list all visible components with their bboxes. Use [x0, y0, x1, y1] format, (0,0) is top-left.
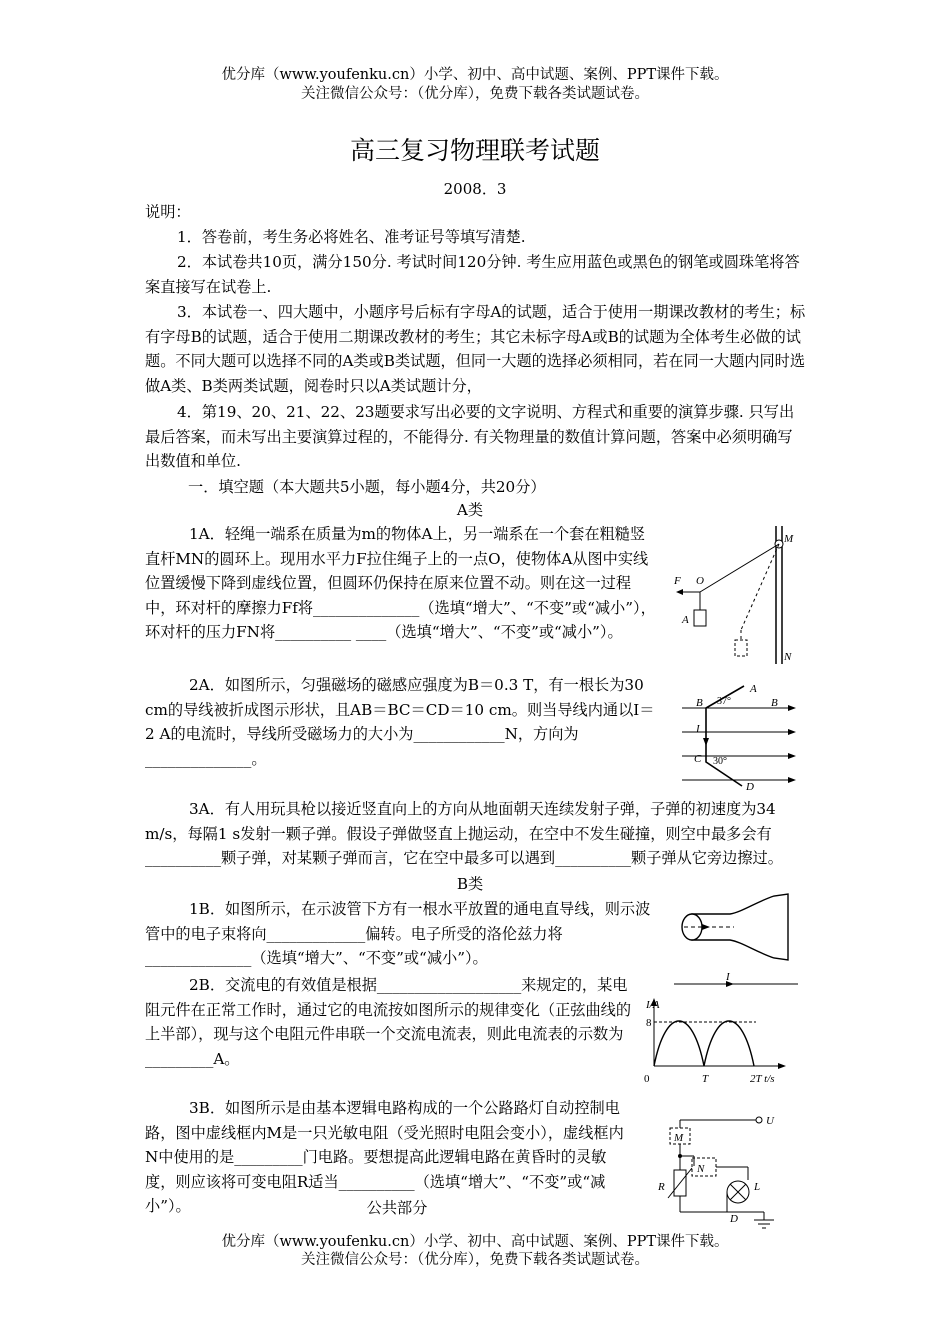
notes-heading: 说明： — [145, 203, 191, 221]
beam-arrow — [702, 924, 710, 930]
page-title: 高三复习物理联考试题 — [349, 136, 600, 165]
arrow-head — [788, 777, 796, 783]
footer-line-2: 关注微信公众号：（优分库），免费下载各类试题试卷。 — [301, 1252, 649, 1268]
y-label: I/A — [646, 999, 660, 1011]
label-i: I — [696, 723, 700, 735]
question-1b: 1B．如图所示，在示波管下方有一根水平放置的通电直导线，则示波管中的电子束将向_____________偏转。电子所受的洛伦兹力将______________（选填“增大”、“不变”或“减小”）。 — [145, 900, 651, 967]
label-c: C — [694, 753, 702, 765]
x-axis-arrow — [778, 1063, 786, 1069]
figure-rope-ring — [668, 522, 798, 667]
figure-current-graph — [642, 996, 792, 1088]
label-f: F — [674, 575, 681, 587]
header-line-1: 优分库（www.youfenku.cn）小学、初中、高中试题、案例、PPT课件下载。 — [221, 67, 729, 83]
label-n: N — [697, 1163, 705, 1175]
question-2b: 2B．交流电的有效值是根据___________________来规定的，某电阻元件在正常工作时，通过它的电流按如图所示的规律变化（正弦曲线的上半部），现与这个电阻元件串联一个交流电流表，则此电流表的示数为_________A。 — [145, 976, 631, 1068]
tick-t: T — [702, 1073, 709, 1085]
rope-dashed — [741, 544, 779, 630]
header-line-2: 关注微信公众号：（优分库），免费下载各类试题试卷。 — [301, 86, 649, 102]
label-o: O — [696, 575, 704, 587]
terminal-u — [756, 1117, 762, 1123]
label-m: M — [674, 1132, 684, 1144]
common-part-heading: 公共部分 — [366, 1199, 428, 1217]
class-b-heading: B类 — [456, 875, 484, 893]
note-1: 1．答卷前，考生务必将姓名、准考证号等填写清楚. — [177, 228, 526, 246]
angle-37: 37° — [717, 696, 731, 707]
current-arrow — [703, 738, 709, 746]
block-solid — [694, 610, 706, 626]
y-max-label: 8 — [646, 1017, 652, 1029]
label-u: U — [766, 1115, 774, 1127]
label-d: D — [746, 781, 754, 792]
figure-oscilloscope — [670, 888, 802, 990]
arrow-head — [788, 705, 796, 711]
question-1a: 1A．轻绳一端系在质量为m的物体A上，另一端系在一个套在粗糙竖直杆MN的圆环上。现用水平力F拉住绳子上的一点O，使物体A从图中实线位置缓慢下降到虚线位置，但圆环仍保持在原来位置不动。则在这一过程中，环对杆的摩擦力Ff将______________（选填“增大”、“不变”或“减小”），环对杆的压力FN将__________ ____（选填“增大”、“不变”或“减小”）。 — [145, 525, 656, 641]
variable-arrow — [668, 1168, 692, 1198]
label-b-field: B — [771, 697, 778, 709]
label-r: R — [658, 1181, 665, 1193]
block-dashed — [735, 640, 747, 656]
tick-2t: 2T t/s — [750, 1073, 775, 1085]
figure-magnetic-wire — [680, 680, 805, 792]
exam-date: 2008．3 — [443, 180, 507, 198]
label-d: D — [730, 1213, 738, 1225]
label-b: B — [696, 697, 703, 709]
label-n: N — [784, 651, 792, 663]
section-1-heading: 一．填空题（本大题共5小题，每小题4分，共20分） — [188, 478, 546, 496]
question-3b: 3B．如图所示是由基本逻辑电路构成的一个公路路灯自动控制电路，图中虚线框内M是一只光敏电阻（受光照时电阻会变小），虚线框内N中使用的是_________门电路。要想提高此逻辑电路在黄昏时的灵敏度，则应该将可变电阻R适当__________（选填“增大”、“不变”或“减小”）。 — [145, 1099, 624, 1215]
angle-30: 30° — [713, 756, 727, 767]
arrow-head — [788, 729, 796, 735]
note-4: 4．第19、20、21、22、23题要求写出必要的文字说明、方程式和重要的演算步骤. 只写出最后答案，而未写出主要演算过程的，不能得分. 有关物理量的数值计算问题，答案中必须明确写出数值和单位. — [145, 403, 795, 470]
arrow-head — [788, 753, 796, 759]
arrow-head — [676, 589, 683, 595]
label-l: L — [754, 1181, 761, 1193]
question-3a: 3A．有人用玩具枪以接近竖直向上的方向从地面朝天连续发射子弹，子弹的初速度为34 m/s，每隔1 s发射一颗子弹。假设子弹做竖直上抛运动，在空中不发生碰撞，则空中最多会有__________颗子弹，对某颗子弹而言，它在空中最多可以遇到__________颗子弹从它旁边擦过。 — [145, 800, 783, 867]
label-a: A — [682, 614, 689, 626]
class-a-heading: A类 — [456, 501, 484, 519]
label-a: A — [750, 683, 757, 695]
figure-logic-circuit — [652, 1108, 792, 1240]
label-m: M — [784, 533, 794, 545]
label-i: I — [726, 971, 730, 983]
note-3: 3．本试卷一、四大题中，小题序号后标有字母A的试题，适合于使用一期课改教材的考生；标有字母B的试题，适合于使用二期课改教材的考生；其它未标字母A或B的试题为全体考生必做的试题。不同大题可以选择不同的A类或B类试题，但同一大题的选择必须相同，若在同一大题内同时选做A类、B类两类试题，阅卷时只以A类试题计分， — [145, 303, 806, 395]
note-2: 2．本试卷共10页，满分150分. 考试时间120分钟. 考生应用蓝色或黑色的钢笔或圆珠笔将答案直接写在试卷上. — [145, 253, 800, 296]
origin-label: 0 — [644, 1073, 650, 1085]
rope-upper — [700, 544, 779, 592]
sine-curve — [654, 1021, 754, 1066]
question-2a: 2A．如图所示，匀强磁场的磁感应强度为B＝0.3 T，有一根长为30 cm的导线被折成图示形状，且AB＝BC＝CD＝10 cm。则当导线内通以I＝2 A的电流时，导线所受磁场力的大小为____________N，方向为______________。 — [145, 676, 655, 768]
footer-line-1: 优分库（www.youfenku.cn）小学、初中、高中试题、案例、PPT课件下载。 — [221, 1234, 729, 1250]
